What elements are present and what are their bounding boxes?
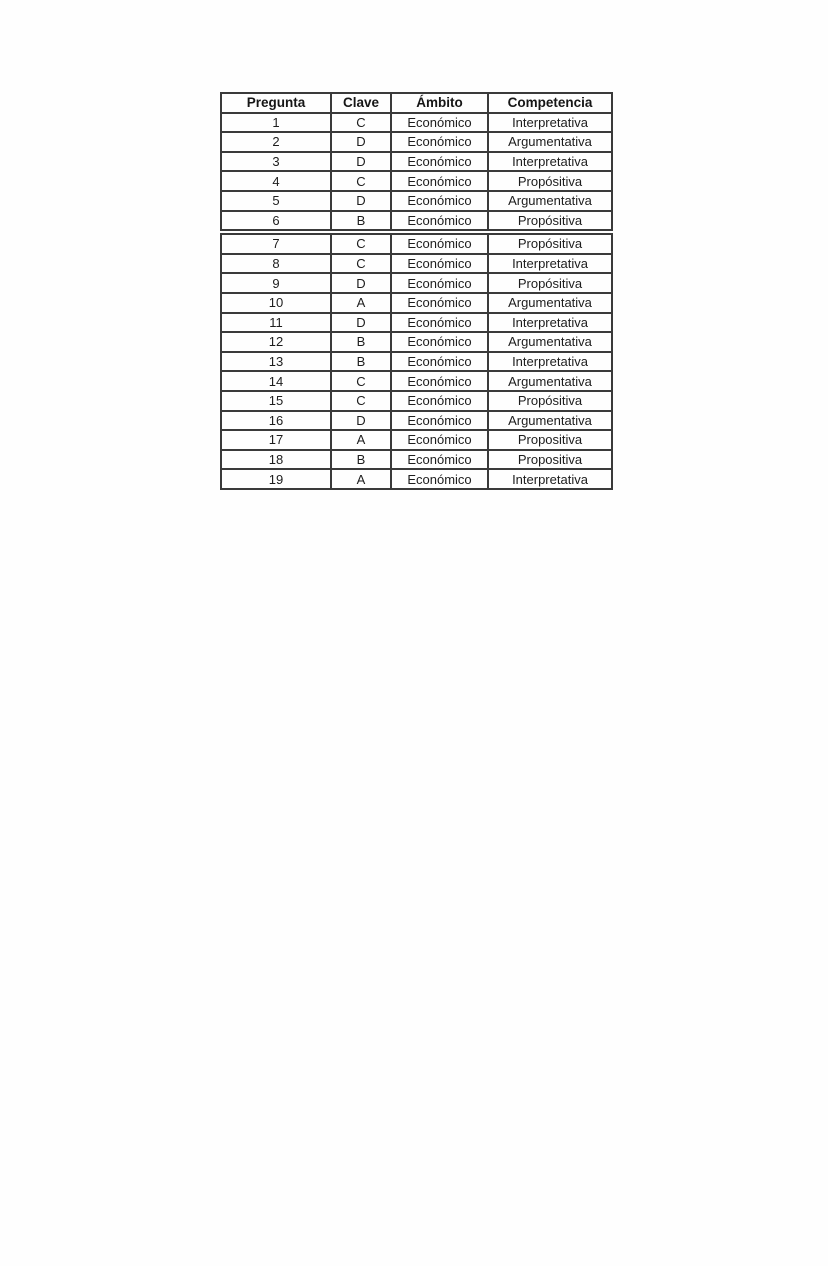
header-cell-pregunta: Pregunta <box>221 93 331 113</box>
cell-clave: D <box>331 191 391 211</box>
cell-ambito: Económico <box>391 132 488 152</box>
cell-ambito: Económico <box>391 469 488 489</box>
cell-competencia: Argumentativa <box>488 293 612 313</box>
table-row <box>221 232 612 254</box>
table-row <box>221 152 612 172</box>
table-row <box>221 191 612 211</box>
cell-pregunta: 17 <box>221 430 331 450</box>
cell-competencia: Propositiva <box>488 450 612 470</box>
cell-clave: A <box>331 469 391 489</box>
cell-pregunta: 19 <box>221 469 331 489</box>
cell-pregunta: 9 <box>221 273 331 293</box>
cell-pregunta: 5 <box>221 191 331 211</box>
cell-clave: C <box>331 232 391 254</box>
cell-competencia: Argumentativa <box>488 411 612 431</box>
cell-competencia: Propósitiva <box>488 391 612 411</box>
cell-clave: B <box>331 211 391 233</box>
cell-pregunta: 1 <box>221 113 331 133</box>
table-header-row <box>221 93 612 113</box>
cell-competencia: Propósitiva <box>488 273 612 293</box>
cell-pregunta: 10 <box>221 293 331 313</box>
table-row <box>221 352 612 372</box>
cell-pregunta: 6 <box>221 211 331 233</box>
cell-clave: B <box>331 450 391 470</box>
cell-ambito: Económico <box>391 211 488 233</box>
cell-pregunta: 18 <box>221 450 331 470</box>
cell-ambito: Económico <box>391 254 488 274</box>
cell-clave: C <box>331 254 391 274</box>
cell-ambito: Económico <box>391 232 488 254</box>
cell-competencia: Propósitiva <box>488 171 612 191</box>
cell-ambito: Económico <box>391 332 488 352</box>
cell-competencia: Propósitiva <box>488 232 612 254</box>
cell-ambito: Económico <box>391 430 488 450</box>
cell-pregunta: 16 <box>221 411 331 431</box>
answer-key-table <box>220 92 613 490</box>
cell-clave: D <box>331 411 391 431</box>
cell-competencia: Interpretativa <box>488 152 612 172</box>
cell-competencia: Interpretativa <box>488 469 612 489</box>
cell-competencia: Argumentativa <box>488 132 612 152</box>
table-row <box>221 411 612 431</box>
table-row <box>221 273 612 293</box>
cell-competencia: Argumentativa <box>488 371 612 391</box>
table-row <box>221 211 612 233</box>
cell-clave: A <box>331 293 391 313</box>
cell-clave: D <box>331 152 391 172</box>
cell-competencia: Argumentativa <box>488 332 612 352</box>
cell-pregunta: 15 <box>221 391 331 411</box>
cell-clave: D <box>331 132 391 152</box>
cell-ambito: Económico <box>391 152 488 172</box>
cell-clave: D <box>331 273 391 293</box>
cell-clave: D <box>331 313 391 333</box>
cell-clave: C <box>331 171 391 191</box>
cell-competencia: Argumentativa <box>488 191 612 211</box>
cell-clave: C <box>331 371 391 391</box>
cell-pregunta: 13 <box>221 352 331 372</box>
cell-pregunta: 12 <box>221 332 331 352</box>
cell-clave: C <box>331 113 391 133</box>
table-row <box>221 450 612 470</box>
cell-ambito: Económico <box>391 450 488 470</box>
cell-competencia: Interpretativa <box>488 113 612 133</box>
cell-pregunta: 3 <box>221 152 331 172</box>
cell-pregunta: 2 <box>221 132 331 152</box>
cell-competencia: Interpretativa <box>488 352 612 372</box>
cell-competencia: Interpretativa <box>488 254 612 274</box>
cell-pregunta: 8 <box>221 254 331 274</box>
table-row <box>221 430 612 450</box>
header-cell-ambito: Ámbito <box>391 93 488 113</box>
cell-ambito: Económico <box>391 313 488 333</box>
cell-ambito: Económico <box>391 352 488 372</box>
header-cell-clave: Clave <box>331 93 391 113</box>
cell-competencia: Interpretativa <box>488 313 612 333</box>
table-row <box>221 332 612 352</box>
table-row <box>221 132 612 152</box>
table-row <box>221 313 612 333</box>
cell-pregunta: 7 <box>221 232 331 254</box>
cell-ambito: Económico <box>391 293 488 313</box>
table-row <box>221 171 612 191</box>
cell-competencia: Propositiva <box>488 430 612 450</box>
cell-ambito: Económico <box>391 273 488 293</box>
cell-clave: B <box>331 332 391 352</box>
cell-competencia: Propósitiva <box>488 211 612 233</box>
cell-ambito: Económico <box>391 171 488 191</box>
cell-pregunta: 11 <box>221 313 331 333</box>
header-cell-competencia: Competencia <box>488 93 612 113</box>
cell-clave: C <box>331 391 391 411</box>
cell-ambito: Económico <box>391 391 488 411</box>
cell-clave: A <box>331 430 391 450</box>
cell-ambito: Económico <box>391 371 488 391</box>
table-body <box>221 113 612 489</box>
table-row <box>221 371 612 391</box>
cell-ambito: Económico <box>391 113 488 133</box>
cell-pregunta: 4 <box>221 171 331 191</box>
table-row <box>221 469 612 489</box>
table-row <box>221 293 612 313</box>
table-row <box>221 113 612 133</box>
table-row <box>221 254 612 274</box>
cell-ambito: Económico <box>391 191 488 211</box>
cell-pregunta: 14 <box>221 371 331 391</box>
cell-clave: B <box>331 352 391 372</box>
cell-ambito: Económico <box>391 411 488 431</box>
table-row <box>221 391 612 411</box>
